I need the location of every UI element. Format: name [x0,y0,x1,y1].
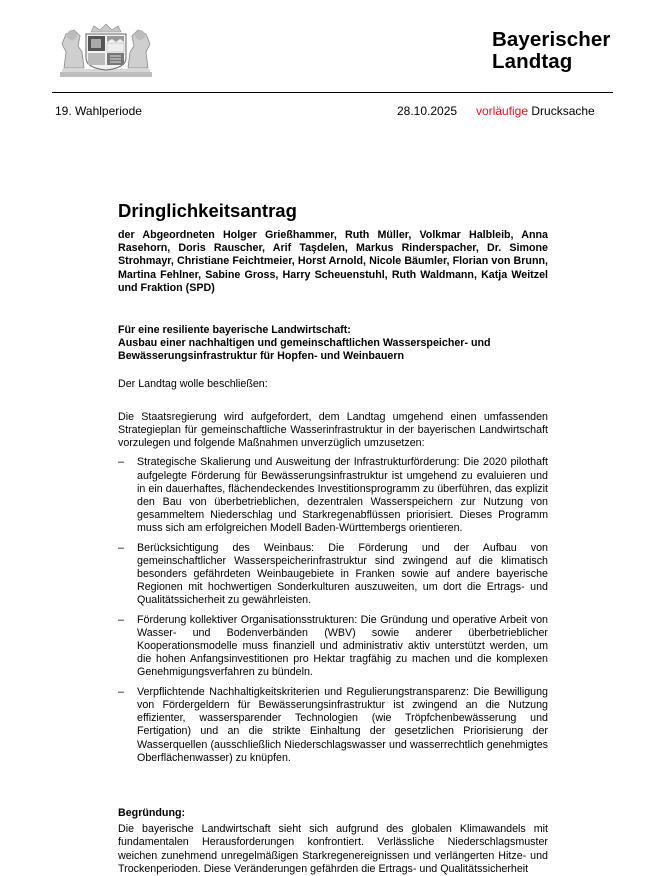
list-item [118,614,548,680]
coat-of-arms-icon [58,22,154,80]
bullet-dash: – [118,613,124,626]
subject-line-1: Für eine resiliente bayerische Landwirtschaft: [118,324,351,337]
request-paragraph: Die Staatsregierung wird aufgefordert, dem Landtag umgehend einen umfassenden Strategieplan für gemeinschaftliche Wasserinfrastruktur in der bayerischen Landwirtschaft vorzulegen und folgende Maßnahmen unverzüglich umzusetzen: [118,410,548,450]
justification-heading: Begründung: [118,806,186,819]
justification-text: Die bayerische Landwirtschaft sieht sich aufgrund des globalen Klimawandels mit fundamentalen Herausforderungen konfrontiert. Verlässliche Niederschlagsmuster weichen zunehmend unregelmäßigen Starkregenereignissen und verlängerten Hitze- und Trockenperioden. Diese Veränderungen gefährden die Ertrags- und Qualitätssicherheit [118,823,548,875]
authors-list: der Abgeordneten Holger Grießhammer, Ruth Müller, Volkmar Halbleib, Anna Rasehorn, Doris Rauscher, Arif Taşdelen, Markus Rinderspacher, Dr. Simone Strohmayr, Christiane Feichtmeier, Horst Arnold, Nicole Bäumler, Florian von Brunn, Martina Fehlner, Sabine Gross, Harry Scheuenstuhl, Ruth Waldmann, Katja Weitzel und Fraktion (SPD) [118,229,548,294]
list-item [118,456,548,535]
document-status [476,104,595,118]
document-body [118,200,548,876]
list-item [118,542,548,608]
subject-line-2: Ausbau einer nachhaltigen und gemeinschaftlichen Wasserspeicher- und Bewässerungsinfrastruktur für Hopfen- und Weinbauern [118,337,491,363]
status-doc-type-label: Drucksache [531,104,595,118]
resolution-intro: Der Landtag wolle beschließen: [118,377,268,390]
list-item [118,686,548,765]
measure-text: Förderung kollektiver Organisationsstrukturen: Die Gründung und operative Arbeit von Wasser- und Bodenverbänden (WBV) sowie anderer überbetrieblicher Kooperationsmodelle muss finanziell und administrativ aktiv unterstützt werden, um die hohen Anfangsinvestitionen pro Hektar tragfähig zu machen und die komplexen Genehmigungsverfahren zu bündeln. [137,613,548,679]
parliament-name [492,29,611,73]
motion-subject [118,324,548,364]
measure-text: Strategische Skalierung und Ausweitung der Infrastrukturförderung: Die 2020 pilothaft aufgelegte Förderung für Bewässerungsinfrastruktur ist umgehend zu evaluieren und in ein dauerhaftes, flächendeckendes Investitionsprogramm zu überführen, das explizit den Bau von überbetrieblichen, dezentralen Wasserspeichern zur Nutzung von gesammeltem Niederschlag und Starkregenabflüssen priorisiert. Dieses Programm muss sich am erfolgreichen Modell Baden-Württembergs orientieren. [137,456,548,535]
bullet-dash: – [118,456,124,469]
measure-text: Berücksichtigung des Weinbaus: Die Förderung und der Aufbau von gemeinschaftlicher Wasserspeicherinfrastruktur sind zwingend auf die klimatisch besonders gefährdeten Weinbaugebiete in Franken sowie auf andere bayerische Regionen mit hochwertigen Sonderkulturen auszuweiten, um dort die Ertrags- und Qualitätssicherheit zu gewährleisten. [137,541,548,607]
bullet-dash: – [118,685,124,698]
document-title: Dringlichkeitsantrag [118,200,297,221]
org-name-line1: Bayerischer [492,28,611,51]
coat-of-arms-logo [58,22,154,80]
legislative-period: 19. Wahlperiode [55,104,142,118]
status-preliminary-label: vorläufige [476,104,529,118]
bullet-dash: – [118,541,124,554]
header-divider [52,92,613,93]
org-name-line2: Landtag [492,50,573,73]
measure-text: Verpflichtende Nachhaltigkeitskriterien und Regulierungstransparenz: Die Bewilligung von Fördergeldern für Bewässerungsinfrastruktur ist zwingend an die Nutzung effizienter, wassersparender Technologien (wie Tröpfchenbewässerung und Fertigation) und an die strikte Einhaltung der gesetzlichen Priorisierung der Wasserquellen (ausschließlich Niederschlagswasser und wasserrechtlich genehmigtes Oberflächenwasser) zu knüpfen. [137,685,548,764]
measures-list [118,456,548,764]
document-date: 28.10.2025 [397,104,458,118]
